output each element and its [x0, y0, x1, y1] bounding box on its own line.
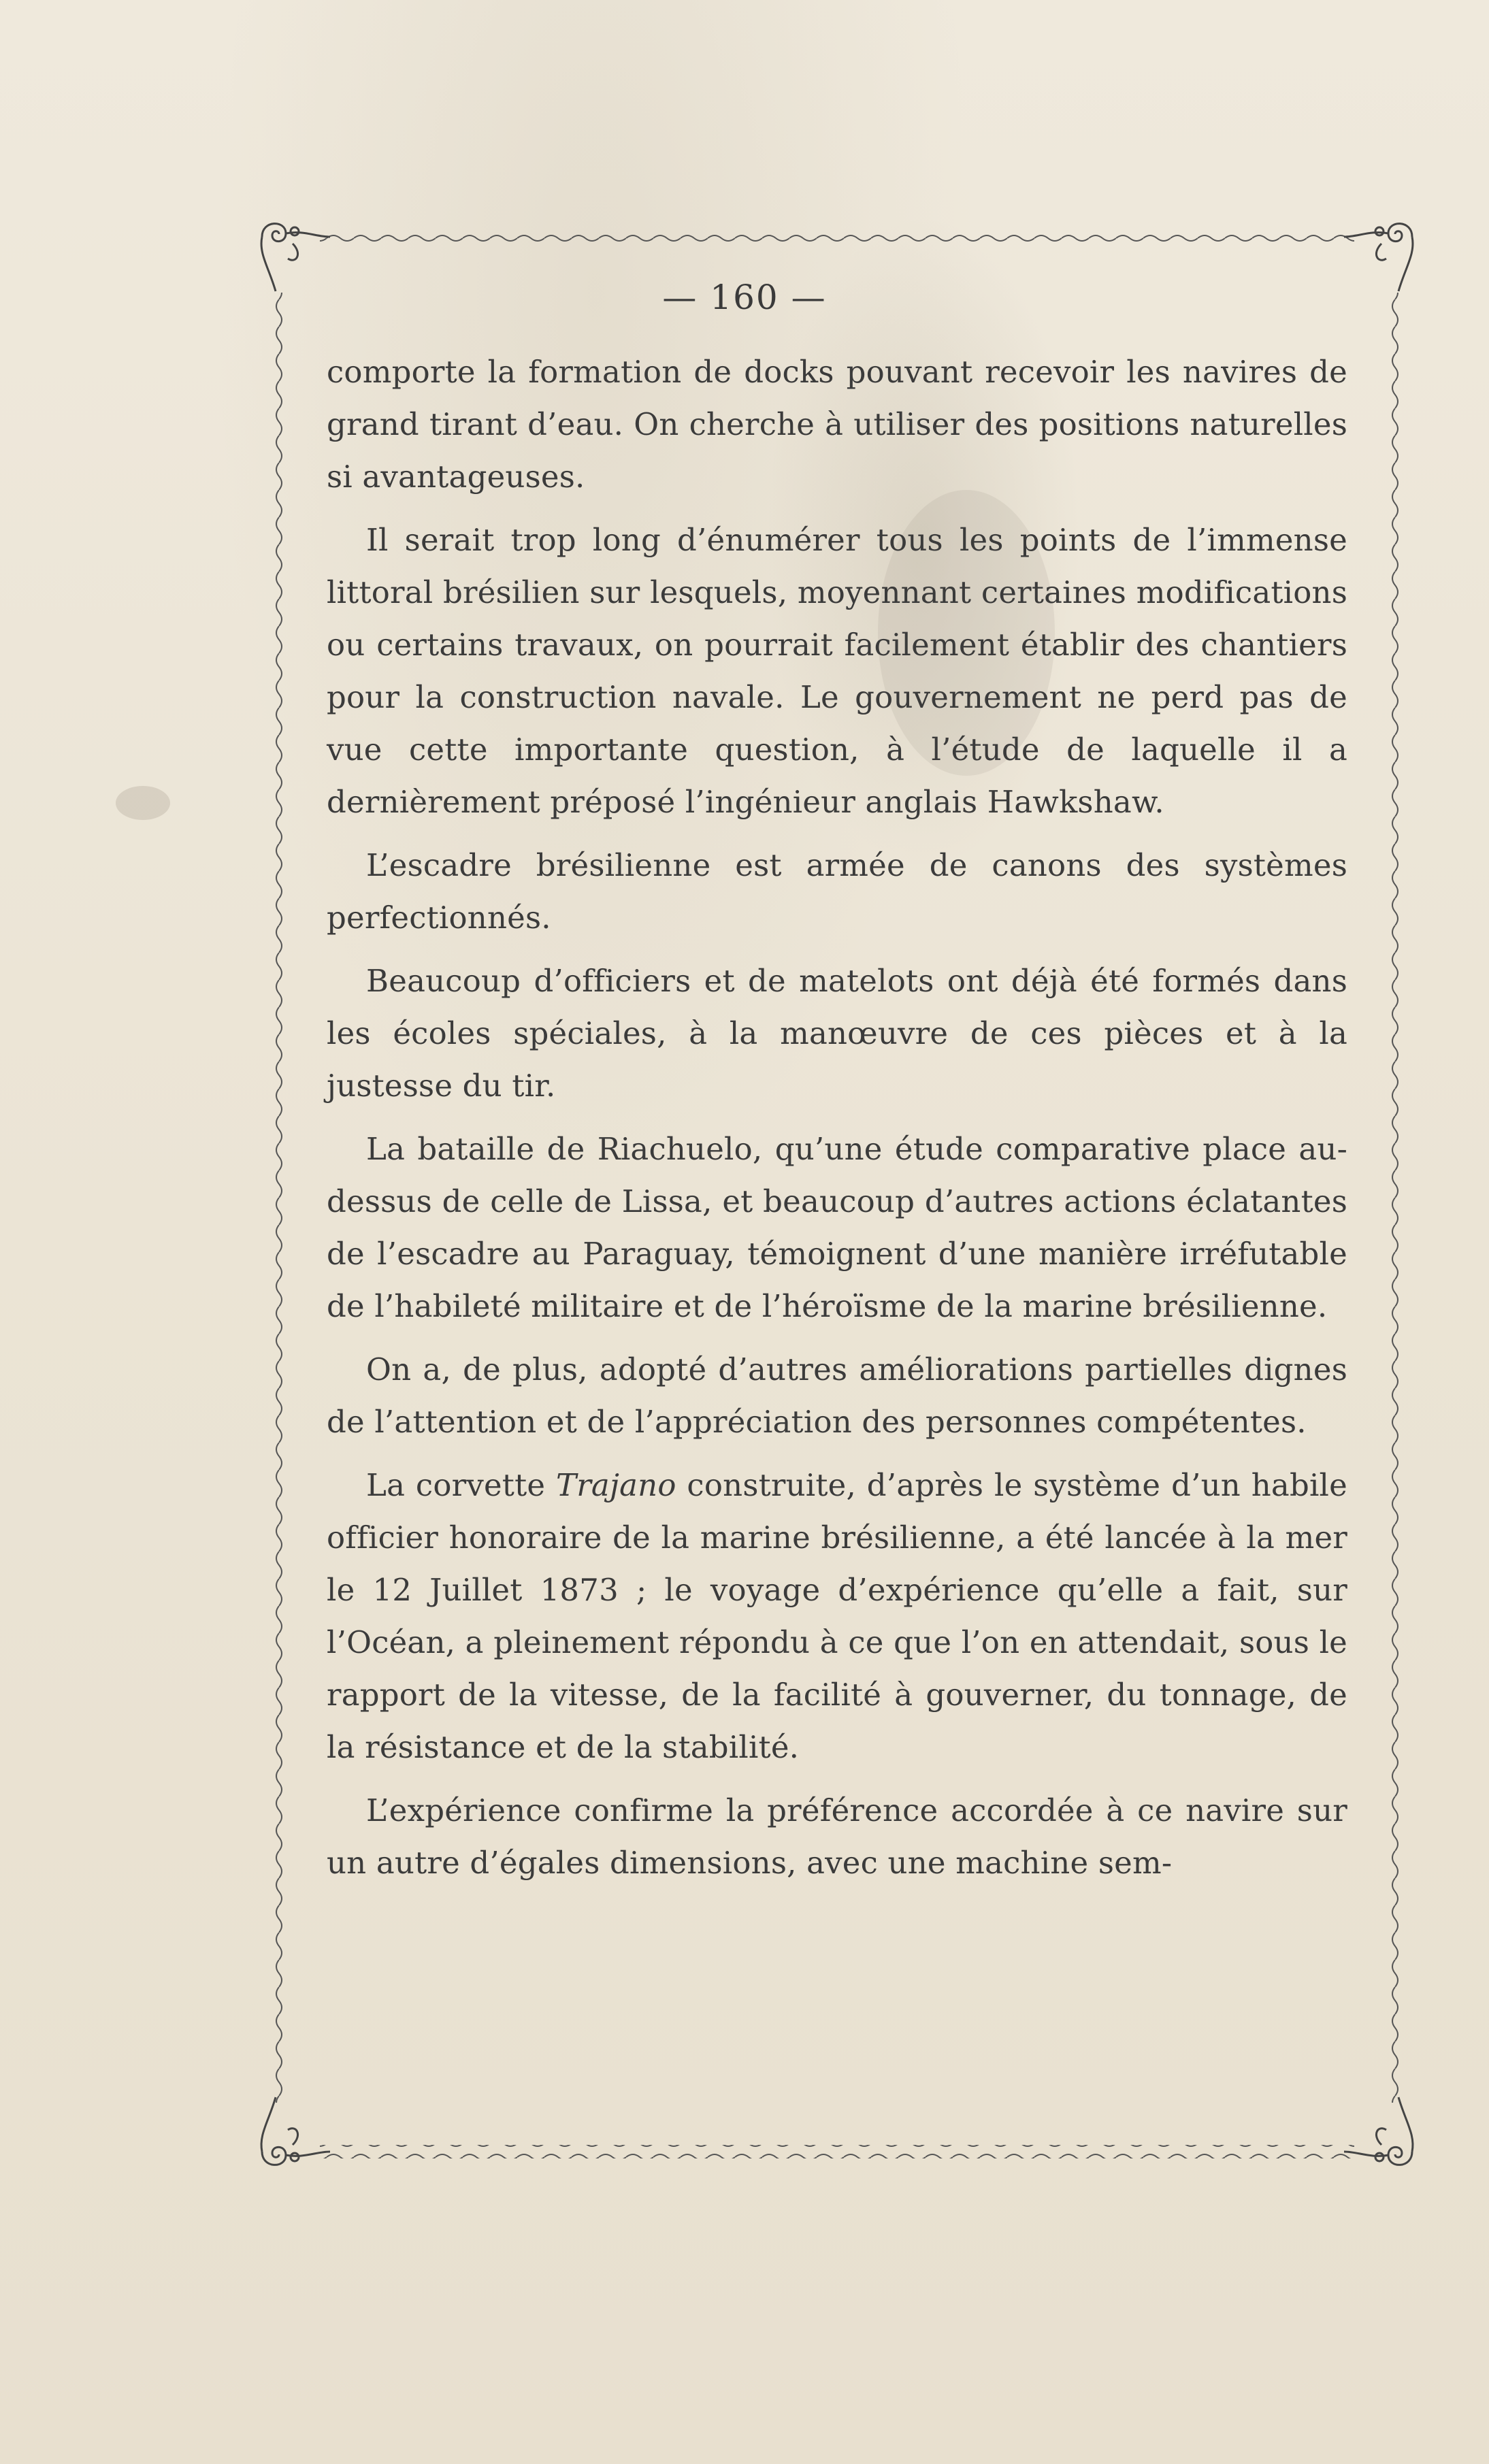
- border-bottom: [320, 2145, 1354, 2158]
- paragraph-7: [327, 1459, 1347, 1773]
- paragraph-7-rest: construite, d’après le système d’un habile officier honoraire de la marine brésilienne, a été lancée à la mer le 12 Juillet 1873 ; le voyage d’expérience qu’elle a fait, sur l’Océan, a pleinement répondu à ce que l’on en attendait, sous le rapport de la vitesse, de la facilité à gouverner, du tonnage, de la résistance et de la stabilité.: [327, 1467, 1347, 1765]
- border-left: [269, 293, 282, 2103]
- paragraph-1: comporte la formation de docks pouvant recevoir les navires de grand tirant d’eau. On cherche à utiliser des positions naturelles si avantageuses.: [327, 354, 1347, 495]
- page-number: — 160 —: [662, 278, 827, 317]
- paragraph-6: On a, de plus, adopté d’autres améliorations partielles dignes de l’attention et de l’appréciation des personnes compétentes.: [327, 1351, 1347, 1440]
- ornament-corner-icon: [1344, 2097, 1413, 2165]
- paragraph-5: La bataille de Riachuelo, qu’une étude comparative place au-dessus de celle de Lissa, et beaucoup d’autres actions éclatantes de l’escadre au Paraguay, témoignent d’une manière irréfutable de l’habileté militaire et de l’héroïsme de la marine brésilienne.: [327, 1131, 1347, 1324]
- paragraph-4: Beaucoup d’officiers et de matelots ont déjà été formés dans les écoles spéciales, à la manœuvre de ces pièces et à la justesse du tir.: [327, 963, 1347, 1104]
- paragraph-7-start: La corvette: [366, 1467, 556, 1503]
- paragraph-2: Il serait trop long d’énumérer tous les points de l’immense littoral brésilien sur lesquels, moyennant certaines modifications ou certains travaux, on pourrait facilement établir des chantiers pour la construction navale. Le gouvernement ne perd pas de vue cette importante question, à l’étude de laquelle il a dernièrement préposé l’ingénieur anglais Hawkshaw.: [327, 522, 1347, 820]
- ornament-corner-icon: [261, 2097, 330, 2165]
- paragraph-8: L’expérience confirme la préférence accordée à ce navire sur un autre d’égales dimensions, avec une machine sem-: [327, 1792, 1347, 1881]
- ship-name: Trajano: [556, 1467, 676, 1503]
- body-text: [327, 346, 1347, 1889]
- border-top: [320, 230, 1354, 244]
- paragraph-3: L’escadre brésilienne est armée de canons des systèmes perfectionnés.: [327, 847, 1347, 936]
- border-right: [1392, 293, 1405, 2103]
